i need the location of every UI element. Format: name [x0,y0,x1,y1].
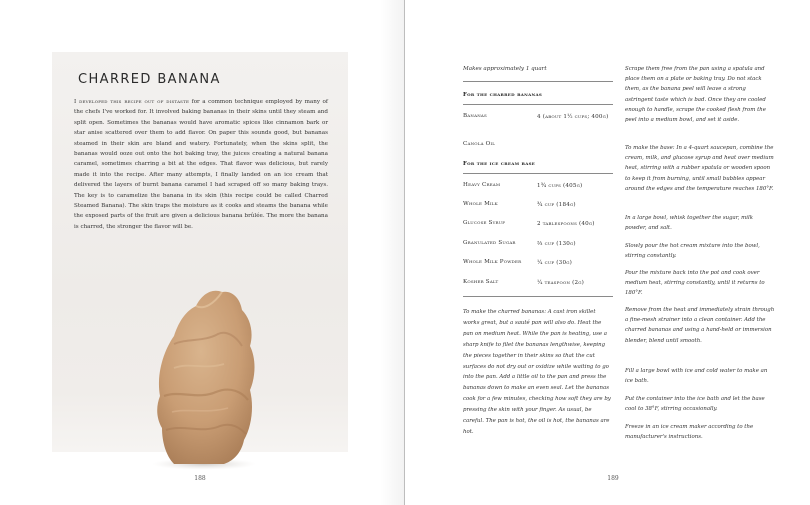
intro-lead: I developed this recipe out of distaste [74,99,190,105]
ingredient-amount: 4 (about 1½ cups; 400g) [537,114,609,120]
method-charred-bananas: To make the charred bananas: A cast iron skillet works great, but a sauté pan will also do. Heat the pan on medium heat. While the pan is heating, use a sharp knife to filet the bananas lengthwise, keeping the pieces together in their skins so that the cut surfaces do not dry out or oxidize while waiting to go into the pan. Add a little oil to the pan and press the bananas down to make an even seal. Let the bananas cook for a few minutes, checking how soft they are by pressing the skin with your finger. As usual, be careful. The pan is hot, the oil is hot, the bananas are hot. [463,309,611,435]
ingredient-name: Whole Milk Powder [463,259,522,265]
method-step: Slowly pour the hot cream mixture into the bowl, stirring constantly. [625,243,760,260]
method-step: Freeze in an ice cream maker according to the manufacturer's instructions. [625,424,754,441]
method-step: Put the container into the ice bath and let the base cool to 38°F, stirring occasionally. [625,396,765,413]
ingredient-name: Bananas [463,113,487,119]
ingredient-amount: ¼ teaspoon (2g) [537,280,585,286]
spine-shadow [380,0,404,505]
ingredient-amount: 1¾ cups (405g) [537,183,583,189]
ingredient-name: Kosher Salt [463,279,499,285]
page-number-right: 189 [607,475,619,482]
ingredient-name: Glucose Syrup [463,220,506,226]
ingredient-name: Heavy Cream [463,182,501,188]
method-step: To make the base: In a 4-quart saucepan, combine the cream, milk, and glucose syrup and heat over medium heat, stirring with a rubber spatula or wooden spoon to keep it from burning, until small bubbles appear around the edges and the temperature reaches 180°F. [625,145,774,192]
method-step: Pour the mixture back into the pot and cook over medium heat, stirring constantly, until it returns to 180°F. [625,270,765,297]
method-step: Remove from the heat and immediately strain through a fine-mesh strainer into a clean container. Add the charred bananas and using a hand-held or immersion blender, blend until smooth. [625,307,775,344]
ingredient-name: Canola Oil [463,141,496,147]
method-step: Scrape them free from the pan using a spatula and place them on a plate or baking tray. Do not stack them, as the banana peel will leave a strong astringent taste which is bad. Once they are cooled enough to handle, scrape the cooked flesh from the peel into a medium bowl, and set it aside. [625,66,766,124]
ingredient-amount: ¾ cup (184g) [537,202,576,208]
ingredient-amount: ¼ cup (30g) [537,260,572,266]
page-title: CHARRED BANANA [78,72,221,87]
ingredient-name: Whole Milk [463,201,498,207]
section-ice-cream-base: For the ice cream base [463,161,536,167]
ingredient-amount: 2 tablespoons (40g) [537,221,595,227]
divider [463,104,613,105]
divider [463,173,613,174]
intro-body: for a common technique employed by many of the chefs I've worked for. It involved baking bananas in their skins until they steam and split open. Sometimes the bananas would have aromatic spices like cinnamon bark or star anise scattered over them to add flavor. On paper this sounds good, but bananas steamed in their skin are bland and watery. Fortunately, when the skins split, the bananas would ooze out onto the hot baking tray, the juices creating a natural banana caramel, sometimes charring a bit at the edges. That flavor was delicious, but rarely made it into the recipe. After many attempts, I finally landed on an ice cream that delivered the layers of burnt banana caramel I had scraped off so many baking trays. The key is to caramelize the banana in its skin (this recipe could be called Charred Steamed Banana). The skin traps the moisture as it cooks and steams the banana while the exposed parts of the fruit are given a delicious banana brûlée. The more the banana is charred, the stronger the flavor will be. [74,99,328,230]
divider [463,81,613,82]
ingredient-amount: ⅔ cup (130g) [537,241,576,247]
intro-paragraph [74,97,328,232]
section-charred-bananas: For the charred bananas [463,92,543,98]
page-number-left: 188 [194,475,206,482]
ice-cream-scoop-photo [144,284,264,472]
photo-panel [52,52,348,452]
divider [463,296,613,297]
method-step: Fill a large bowl with ice and cold water to make an ice bath. [625,368,768,385]
recipe-yield: Makes approximately 1 quart [463,66,547,72]
method-step: In a large bowl, whisk together the sugar, milk powder, and salt. [625,215,753,232]
right-page [405,0,810,505]
ingredient-name: Granulated Sugar [463,240,516,246]
